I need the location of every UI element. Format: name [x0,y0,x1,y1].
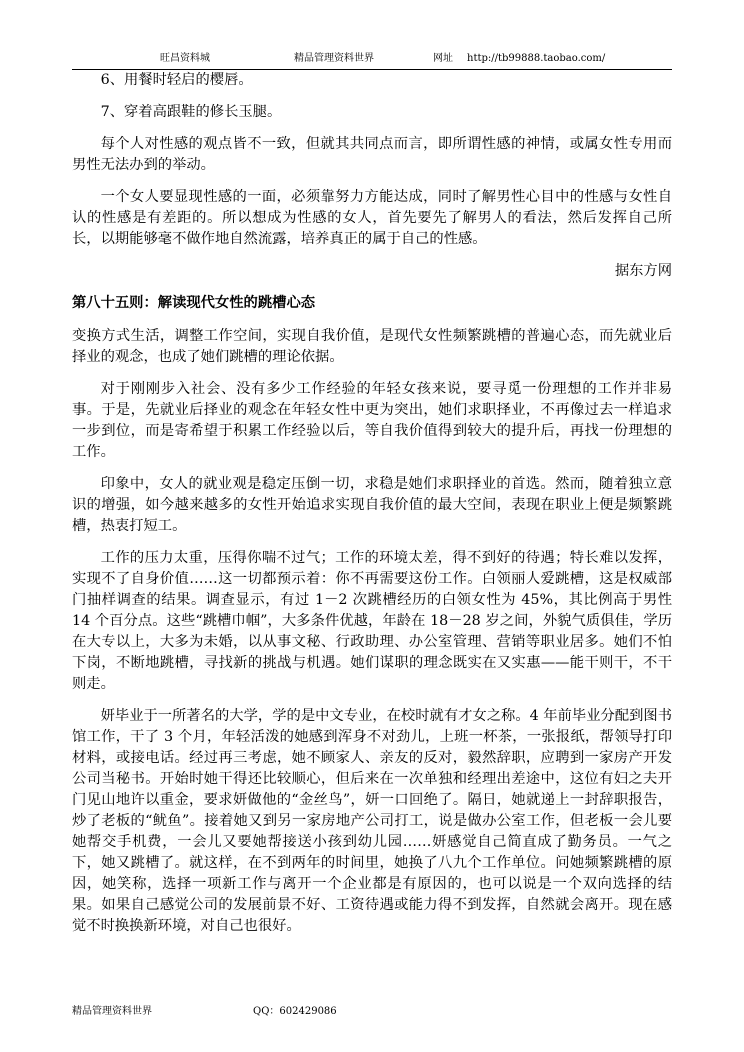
header-site-name: 精品管理资料世界 [294,53,374,64]
lead-paragraph: 变换方式生活，调整工作空间，实现自我价值，是现代女性频繁跳槽的普遍心态，而先就业后择业的观念，也成了她们跳槽的理论依据。 [72,328,672,365]
document-body [72,70,672,948]
page-footer [72,1004,672,1020]
paragraph: 一个女人要显现性感的一面，必须靠努力方能达成，同时了解男性心目中的性感与女性自认的性感是有差距的。所以想成为性感的女人，首先要先了解男人的看法，然后发挥自己所长，以期能够毫不做作地自然流露，培养真正的属于自己的性感。 [72,189,672,247]
list-item: 6、用餐时轻启的樱唇。 [100,72,253,88]
paragraph: 工作的压力太重，压得你喘不过气；工作的环境太差，得不到好的待遇；特长难以发挥，实现不了自身价值……这一切都预示着：你不再需要这份工作。白领丽人爱跳槽，这是权威部门抽样调查的结果。调查显示，有过 1－2 次跳槽经历的白领女性为 45%，其比例高于男性 14 个百分点。这些“跳槽巾帼”，大多条件优越，年龄在 18－28 岁之间，外貌气质俱佳，学历在大专以上，大多为未婚，以从事文秘、行政助理、办公室管理、营销等职业居多。她们不怕下岗，不断地跳槽，寻找新的挑战与机遇。她们谋职的理念既实在又实惠——能干则干，不干则走。 [72,550,672,692]
footer-site-name: 精品管理资料世界 [72,1006,152,1017]
paragraph: 每个人对性感的观点皆不一致，但就其共同点而言，即所谓性感的神情，或属女性专用而男性无法办到的举动。 [72,136,672,173]
section-title: 第八十五则：解读现代女性的跳槽心态 [72,295,316,311]
header-shop-name: 旺昌资料城 [160,53,210,64]
paragraph: 妍毕业于一所著名的大学，学的是中文专业，在校时就有才女之称。4 年前毕业分配到图书馆工作，干了 3 个月，年轻活泼的她感到浑身不对劲儿，上班一杯茶，一张报纸，帮领导打印材料，或接电话。经过再三考虑，她不顾家人、亲友的反对，毅然辞职，应聘到一家房产开发公司当秘书。开始时她干得还比较顺心，但后来在一次单独和经理出差途中，这位有妇之夫开门见山地许以重金，要求妍做他的“金丝鸟”，妍一口回绝了。隔日，她就递上一封辞职报告，炒了老板的“鱿鱼”。接着她又到另一家房地产公司打工，说是做办公室工作，但老板一会儿要她帮交手机费，一会儿又要她帮接送小孩到幼儿园……妍感觉自己简直成了勤务员。一气之下，她又跳槽了。就这样，在不到两年的时间里，她换了八九个工作单位。问她频繁跳槽的原因，她笑称，选择一项新工作与离开一个企业都是有原因的，也可以说是一个双向选择的结果。如果自己感觉公司的发展前景不好、工资待遇或能力得不到发挥，自然就会离开。现在感觉不时换换新环境，对自己也很好。 [72,708,672,934]
page-header [72,50,672,68]
header-url[interactable]: http://tb99888.taobao.com/ [467,53,606,64]
paragraph: 印象中，女人的就业观是稳定压倒一切，求稳是她们求职择业的首选。然而，随着独立意识的增强，如今越来越多的女性开始追求实现自我价值的最大空间，表现在职业上便是频繁跳槽，热衷打短工。 [72,476,672,534]
paragraph: 对于刚刚步入社会、没有多少工作经验的年轻女孩来说，要寻觅一份理想的工作并非易事。于是，先就业后择业的观念在年轻女性中更为突出，她们求职择业，不再像过去一样追求一步到位，而是寄希望于积累工作经验以后，等自我价值得到较大的提升后，再找一份理想的工作。 [72,381,672,460]
source-attribution: 据东方网 [614,263,672,279]
list-item: 7、穿着高跟鞋的修长玉腿。 [100,104,282,120]
header-url-label: 网址 [433,53,453,64]
footer-qq: QQ：602429086 [253,1006,337,1017]
